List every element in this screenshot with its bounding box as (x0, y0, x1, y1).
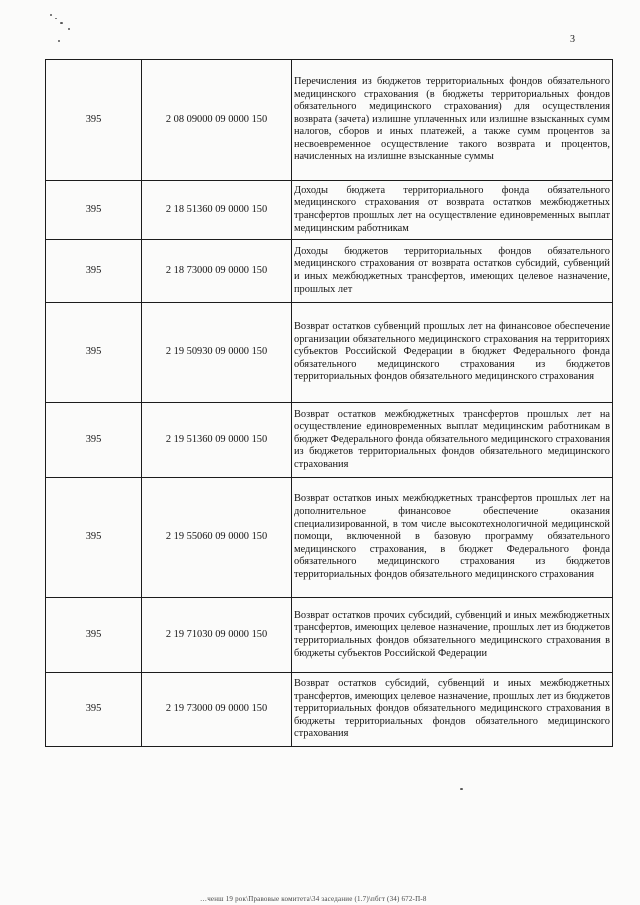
income-description-cell: Перечисления из бюджетов территориальных фондов обязательного медицинского страхования (в бюджеты территориальных фондов обязательного медицинского страхования) для осуществления возврата (зачета) излишне уплаченных или излишне взысканных сумм налогов, сборов и иных платежей, а также сумм процентов за несвоевременное осуществление такого возврата и процентов, начисленных на излишне взысканные суммы (292, 60, 613, 181)
admin-code-cell: 395 (46, 60, 142, 181)
kbk-code-cell: 2 18 73000 09 0000 150 (142, 240, 292, 303)
scan-speck (50, 14, 52, 16)
income-description-cell: Возврат остатков прочих субсидий, субвенций и иных межбюджетных трансфертов, имеющих целевое назначение, прошлых лет из бюджетов территориальных фондов обязательного медицинского страхования в бюджеты субъектов Российской Федерации (292, 598, 613, 673)
kbk-code-cell: 2 18 51360 09 0000 150 (142, 181, 292, 240)
table-row (46, 181, 613, 240)
admin-code-cell: 395 (46, 478, 142, 598)
admin-code-cell: 395 (46, 403, 142, 478)
income-description-cell: Доходы бюджета территориального фонда обязательного медицинского страхования от возврата остатков межбюджетных трансфертов прошлых лет на осуществление единовременных выплат медицинским работникам (292, 181, 613, 240)
table-row (46, 60, 613, 181)
scan-speck (60, 22, 63, 24)
admin-code-cell: 395 (46, 240, 142, 303)
income-description-cell: Возврат остатков межбюджетных трансфертов прошлых лет на осуществление единовременных выплат медицинским работникам в бюджет Федерального фонда обязательного медицинского страхования из бюджетов территориальных фондов обязательного медицинского страхования (292, 403, 613, 478)
kbk-code-cell: 2 19 55060 09 0000 150 (142, 478, 292, 598)
kbk-code-cell: 2 19 51360 09 0000 150 (142, 403, 292, 478)
income-description-cell: Возврат остатков субвенций прошлых лет на финансовое обеспечение организации обязательного медицинского страхования на территориях субъектов Российской Федерации в бюджет Федерального фонда обязательного медицинского страхования из бюджетов территориальных фондов обязательного медицинского страхования (292, 303, 613, 403)
income-description-cell: Возврат остатков иных межбюджетных трансфертов прошлых лет на дополнительное финансовое обеспечение оказания специализированной, в том числе высокотехнологичной медицинской помощи, включенной в базовую программу обязательного медицинского страхования, в бюджет Федерального фонда обязательного медицинского страхования из бюджетов территориальных фондов обязательного медицинского страхования (292, 478, 613, 598)
kbk-code-cell: 2 19 71030 09 0000 150 (142, 598, 292, 673)
income-description-cell: Возврат остатков субсидий, субвенций и иных межбюджетных трансфертов, имеющих целевое назначение, прошлых лет из бюджетов территориальных фондов обязательного медицинского страхования в бюджеты территориальных фондов обязательного медицинского страхования (292, 673, 613, 747)
table-row (46, 403, 613, 478)
kbk-code-cell: 2 19 50930 09 0000 150 (142, 303, 292, 403)
kbk-code-cell: 2 19 73000 09 0000 150 (142, 673, 292, 747)
scan-speck (58, 40, 60, 42)
file-path-footer: …ченш 19 рок\Правовые комитета\34 заседание (1.7)\пбгт (34) 672-П-8 (200, 895, 427, 903)
admin-code-cell: 395 (46, 303, 142, 403)
table-row (46, 478, 613, 598)
budget-classification-table (45, 59, 613, 747)
admin-code-cell: 395 (46, 673, 142, 747)
scan-speck (68, 28, 70, 30)
admin-code-cell: 395 (46, 598, 142, 673)
page-number: 3 (570, 34, 575, 45)
scan-speck (460, 788, 463, 790)
income-description-cell: Доходы бюджетов территориальных фондов обязательного медицинского страхования от возврата остатков субсидий, субвенций и иных межбюджетных трансфертов, имеющих целевое назначение, прошлых лет (292, 240, 613, 303)
table-row (46, 303, 613, 403)
table-row (46, 673, 613, 747)
table-row (46, 598, 613, 673)
scan-speck (55, 18, 57, 19)
admin-code-cell: 395 (46, 181, 142, 240)
kbk-code-cell: 2 08 09000 09 0000 150 (142, 60, 292, 181)
table-row (46, 240, 613, 303)
